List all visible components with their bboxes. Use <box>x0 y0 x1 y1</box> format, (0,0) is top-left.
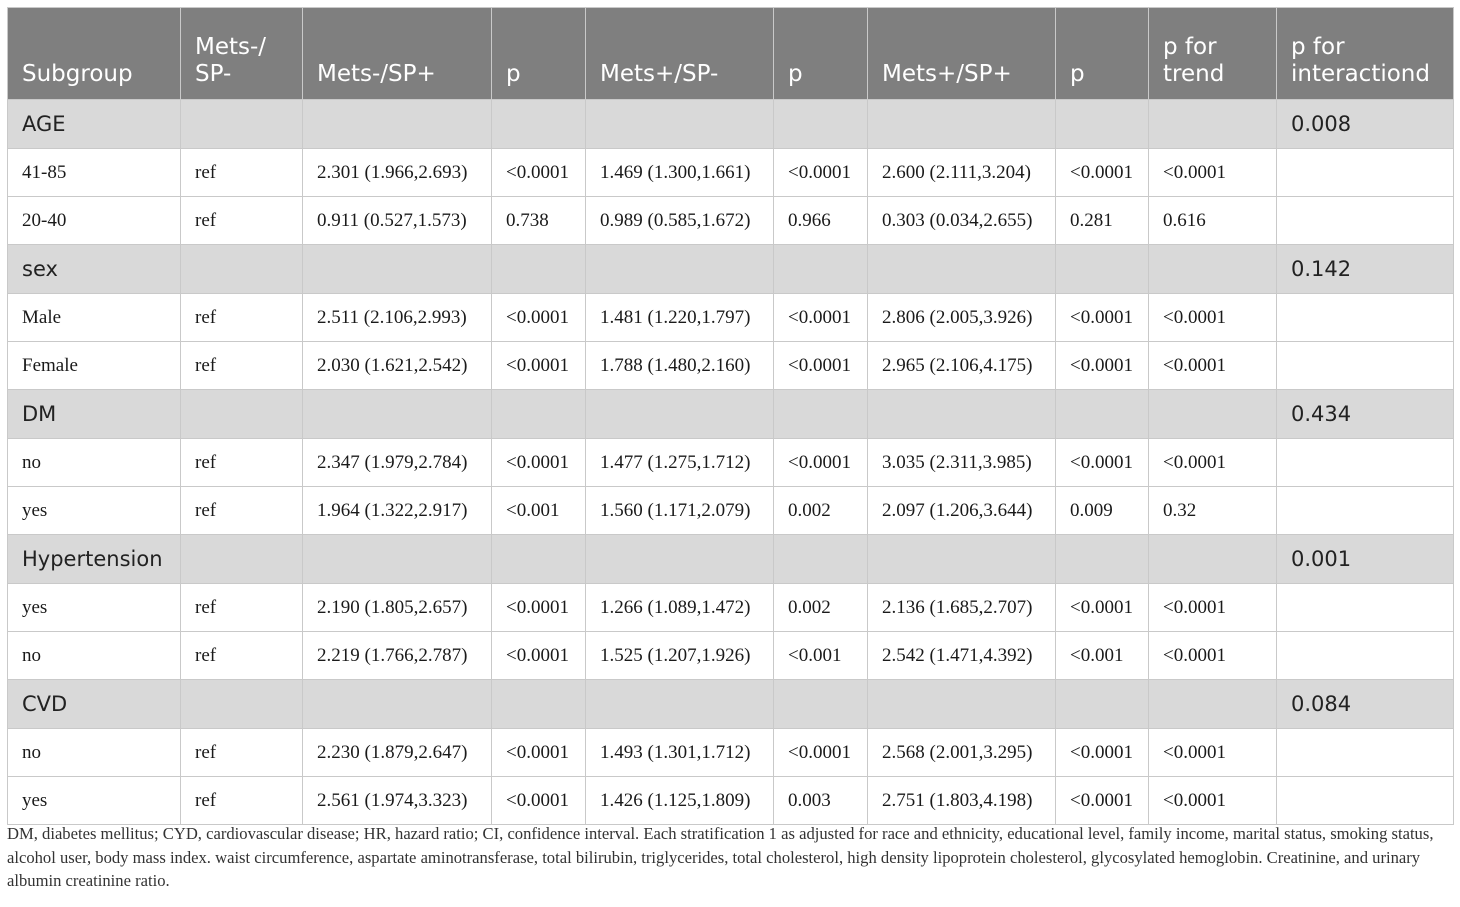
group-empty-cell <box>492 535 586 584</box>
results-table-container <box>7 7 1453 825</box>
cell-p-1: <0.0001 <box>492 294 586 342</box>
cell-mets-neg-sp-neg: ref <box>181 632 303 680</box>
cell-p-3: 0.281 <box>1056 197 1149 245</box>
cell-p-1: <0.0001 <box>492 149 586 197</box>
cell-mets-neg-sp-neg: ref <box>181 294 303 342</box>
cell-empty <box>1277 632 1454 680</box>
group-empty-cell <box>868 100 1056 149</box>
cell-mets-neg-sp-pos: 2.301 (1.966,2.693) <box>303 149 492 197</box>
cell-p-2: 0.003 <box>774 777 868 825</box>
header-subgroup: Subgroup <box>8 8 181 100</box>
group-empty-cell <box>492 680 586 729</box>
group-empty-cell <box>774 680 868 729</box>
group-row <box>8 535 1454 584</box>
cell-mets-neg-sp-pos: 2.511 (2.106,2.993) <box>303 294 492 342</box>
cell-subgroup: no <box>8 439 181 487</box>
cell-p-3: <0.0001 <box>1056 777 1149 825</box>
group-empty-cell <box>303 100 492 149</box>
cell-p-2: <0.0001 <box>774 439 868 487</box>
group-empty-cell <box>181 680 303 729</box>
cell-empty <box>1277 777 1454 825</box>
group-empty-cell <box>1149 245 1277 294</box>
cell-empty <box>1277 294 1454 342</box>
group-empty-cell <box>303 680 492 729</box>
cell-p-1: <0.001 <box>492 487 586 535</box>
group-empty-cell <box>774 535 868 584</box>
group-empty-cell <box>492 100 586 149</box>
table-row <box>8 777 1454 825</box>
cell-subgroup: yes <box>8 777 181 825</box>
table-footnote: DM, diabetes mellitus; CYD, cardiovascular disease; HR, hazard ratio; CI, confidence interval. Each stratification 1 as adjusted for race and ethnicity, educational level, family income, marital status, smoking status, alcohol user, body mass index. waist circumference, aspartate aminotransferase, total bilirubin, triglycerides, total cholesterol, high density lipoprotein cholesterol, glycosylated hemoglobin. Creatinine, and urinary albumin creatinine ratio. <box>7 824 1434 890</box>
cell-p-2: <0.0001 <box>774 729 868 777</box>
cell-p-3: <0.0001 <box>1056 149 1149 197</box>
cell-mets-pos-sp-neg: 1.481 (1.220,1.797) <box>586 294 774 342</box>
cell-p-for-trend: <0.0001 <box>1149 584 1277 632</box>
group-empty-cell <box>774 390 868 439</box>
group-name: AGE <box>8 100 181 149</box>
group-empty-cell <box>1149 535 1277 584</box>
cell-p-1: 0.738 <box>492 197 586 245</box>
group-interaction-p: 0.008 <box>1277 100 1454 149</box>
group-empty-cell <box>868 535 1056 584</box>
table-body <box>8 100 1454 825</box>
cell-subgroup: 20-40 <box>8 197 181 245</box>
cell-mets-pos-sp-pos: 0.303 (0.034,2.655) <box>868 197 1056 245</box>
cell-mets-neg-sp-pos: 2.561 (1.974,3.323) <box>303 777 492 825</box>
group-empty-cell <box>586 680 774 729</box>
group-row <box>8 680 1454 729</box>
cell-mets-pos-sp-neg: 1.788 (1.480,2.160) <box>586 342 774 390</box>
group-row <box>8 100 1454 149</box>
cell-p-1: <0.0001 <box>492 729 586 777</box>
group-empty-cell <box>181 245 303 294</box>
cell-mets-pos-sp-pos: 2.751 (1.803,4.198) <box>868 777 1056 825</box>
group-interaction-p: 0.434 <box>1277 390 1454 439</box>
cell-empty <box>1277 729 1454 777</box>
header-row <box>8 8 1454 100</box>
cell-mets-neg-sp-pos: 2.230 (1.879,2.647) <box>303 729 492 777</box>
table-row <box>8 439 1454 487</box>
cell-empty <box>1277 487 1454 535</box>
group-empty-cell <box>303 390 492 439</box>
cell-mets-pos-sp-neg: 1.493 (1.301,1.712) <box>586 729 774 777</box>
header-p-1: p <box>492 8 586 100</box>
cell-p-2: 0.002 <box>774 487 868 535</box>
cell-p-3: <0.001 <box>1056 632 1149 680</box>
group-empty-cell <box>1149 390 1277 439</box>
cell-p-3: <0.0001 <box>1056 342 1149 390</box>
cell-subgroup: Female <box>8 342 181 390</box>
table-row <box>8 487 1454 535</box>
cell-p-3: <0.0001 <box>1056 729 1149 777</box>
table-row <box>8 632 1454 680</box>
group-empty-cell <box>181 100 303 149</box>
cell-empty <box>1277 149 1454 197</box>
cell-mets-neg-sp-neg: ref <box>181 777 303 825</box>
cell-p-for-trend: <0.0001 <box>1149 294 1277 342</box>
cell-mets-neg-sp-pos: 0.911 (0.527,1.573) <box>303 197 492 245</box>
cell-p-2: <0.0001 <box>774 149 868 197</box>
subgroup-results-table <box>7 7 1454 825</box>
cell-p-for-trend: <0.0001 <box>1149 729 1277 777</box>
table-row <box>8 342 1454 390</box>
group-empty-cell <box>492 245 586 294</box>
group-empty-cell <box>1056 390 1149 439</box>
group-empty-cell <box>586 535 774 584</box>
cell-p-for-trend: <0.0001 <box>1149 777 1277 825</box>
cell-empty <box>1277 342 1454 390</box>
cell-mets-neg-sp-neg: ref <box>181 584 303 632</box>
group-empty-cell <box>586 245 774 294</box>
cell-mets-pos-sp-neg: 1.560 (1.171,2.079) <box>586 487 774 535</box>
cell-mets-neg-sp-pos: 1.964 (1.322,2.917) <box>303 487 492 535</box>
group-interaction-p: 0.142 <box>1277 245 1454 294</box>
table-row <box>8 149 1454 197</box>
cell-subgroup: yes <box>8 487 181 535</box>
cell-p-3: <0.0001 <box>1056 439 1149 487</box>
cell-mets-pos-sp-neg: 1.525 (1.207,1.926) <box>586 632 774 680</box>
cell-mets-pos-sp-pos: 2.806 (2.005,3.926) <box>868 294 1056 342</box>
header-mets-neg-sp-neg: Mets-/ SP- <box>181 8 303 100</box>
cell-subgroup: yes <box>8 584 181 632</box>
cell-mets-pos-sp-pos: 2.097 (1.206,3.644) <box>868 487 1056 535</box>
cell-mets-neg-sp-neg: ref <box>181 342 303 390</box>
header-mets-pos-sp-neg: Mets+/SP- <box>586 8 774 100</box>
table-row <box>8 197 1454 245</box>
cell-p-for-trend: <0.0001 <box>1149 149 1277 197</box>
group-name: CVD <box>8 680 181 729</box>
header-mets-pos-sp-pos: Mets+/SP+ <box>868 8 1056 100</box>
cell-subgroup: no <box>8 632 181 680</box>
group-empty-cell <box>774 245 868 294</box>
cell-p-3: 0.009 <box>1056 487 1149 535</box>
group-empty-cell <box>303 245 492 294</box>
table-row <box>8 584 1454 632</box>
cell-mets-neg-sp-pos: 2.190 (1.805,2.657) <box>303 584 492 632</box>
cell-p-1: <0.0001 <box>492 777 586 825</box>
cell-mets-pos-sp-pos: 2.965 (2.106,4.175) <box>868 342 1056 390</box>
cell-p-2: <0.0001 <box>774 294 868 342</box>
group-empty-cell <box>1056 100 1149 149</box>
cell-p-2: 0.002 <box>774 584 868 632</box>
group-empty-cell <box>492 390 586 439</box>
cell-p-1: <0.0001 <box>492 342 586 390</box>
cell-subgroup: no <box>8 729 181 777</box>
cell-mets-pos-sp-neg: 1.477 (1.275,1.712) <box>586 439 774 487</box>
group-row <box>8 390 1454 439</box>
cell-mets-pos-sp-pos: 2.136 (1.685,2.707) <box>868 584 1056 632</box>
group-empty-cell <box>868 245 1056 294</box>
group-name: DM <box>8 390 181 439</box>
cell-p-for-trend: 0.32 <box>1149 487 1277 535</box>
cell-empty <box>1277 197 1454 245</box>
header-p-3: p <box>1056 8 1149 100</box>
cell-mets-neg-sp-pos: 2.219 (1.766,2.787) <box>303 632 492 680</box>
group-interaction-p: 0.001 <box>1277 535 1454 584</box>
cell-mets-pos-sp-pos: 2.542 (1.471,4.392) <box>868 632 1056 680</box>
cell-mets-pos-sp-neg: 1.469 (1.300,1.661) <box>586 149 774 197</box>
cell-mets-neg-sp-neg: ref <box>181 149 303 197</box>
cell-p-3: <0.0001 <box>1056 584 1149 632</box>
header-p-2: p <box>774 8 868 100</box>
cell-p-2: 0.966 <box>774 197 868 245</box>
cell-p-3: <0.0001 <box>1056 294 1149 342</box>
group-empty-cell <box>586 100 774 149</box>
cell-p-1: <0.0001 <box>492 584 586 632</box>
cell-p-for-trend: <0.0001 <box>1149 342 1277 390</box>
cell-p-for-trend: 0.616 <box>1149 197 1277 245</box>
group-empty-cell <box>303 535 492 584</box>
group-empty-cell <box>181 535 303 584</box>
cell-empty <box>1277 584 1454 632</box>
cell-mets-pos-sp-pos: 2.568 (2.001,3.295) <box>868 729 1056 777</box>
cell-p-for-trend: <0.0001 <box>1149 439 1277 487</box>
cell-mets-neg-sp-neg: ref <box>181 439 303 487</box>
cell-p-1: <0.0001 <box>492 632 586 680</box>
table-row <box>8 729 1454 777</box>
cell-p-2: <0.0001 <box>774 342 868 390</box>
group-empty-cell <box>868 390 1056 439</box>
cell-empty <box>1277 439 1454 487</box>
group-name: sex <box>8 245 181 294</box>
group-empty-cell <box>586 390 774 439</box>
group-empty-cell <box>1056 245 1149 294</box>
group-empty-cell <box>1149 100 1277 149</box>
cell-mets-pos-sp-pos: 2.600 (2.111,3.204) <box>868 149 1056 197</box>
group-empty-cell <box>868 680 1056 729</box>
cell-mets-neg-sp-pos: 2.347 (1.979,2.784) <box>303 439 492 487</box>
group-name: Hypertension <box>8 535 181 584</box>
cell-mets-neg-sp-neg: ref <box>181 487 303 535</box>
cell-mets-neg-sp-neg: ref <box>181 197 303 245</box>
cell-subgroup: 41-85 <box>8 149 181 197</box>
group-empty-cell <box>1056 535 1149 584</box>
group-interaction-p: 0.084 <box>1277 680 1454 729</box>
group-row <box>8 245 1454 294</box>
header-p-for-interaction: p for interactiond <box>1277 8 1454 100</box>
group-empty-cell <box>1149 680 1277 729</box>
group-empty-cell <box>1056 680 1149 729</box>
cell-mets-pos-sp-neg: 0.989 (0.585,1.672) <box>586 197 774 245</box>
cell-mets-neg-sp-neg: ref <box>181 729 303 777</box>
cell-p-1: <0.0001 <box>492 439 586 487</box>
cell-p-2: <0.001 <box>774 632 868 680</box>
table-row <box>8 294 1454 342</box>
cell-p-for-trend: <0.0001 <box>1149 632 1277 680</box>
cell-mets-pos-sp-neg: 1.426 (1.125,1.809) <box>586 777 774 825</box>
cell-mets-pos-sp-pos: 3.035 (2.311,3.985) <box>868 439 1056 487</box>
group-empty-cell <box>181 390 303 439</box>
cell-mets-pos-sp-neg: 1.266 (1.089,1.472) <box>586 584 774 632</box>
cell-mets-neg-sp-pos: 2.030 (1.621,2.542) <box>303 342 492 390</box>
header-mets-neg-sp-pos: Mets-/SP+ <box>303 8 492 100</box>
group-empty-cell <box>774 100 868 149</box>
cell-subgroup: Male <box>8 294 181 342</box>
header-p-for-trend: p for trend <box>1149 8 1277 100</box>
